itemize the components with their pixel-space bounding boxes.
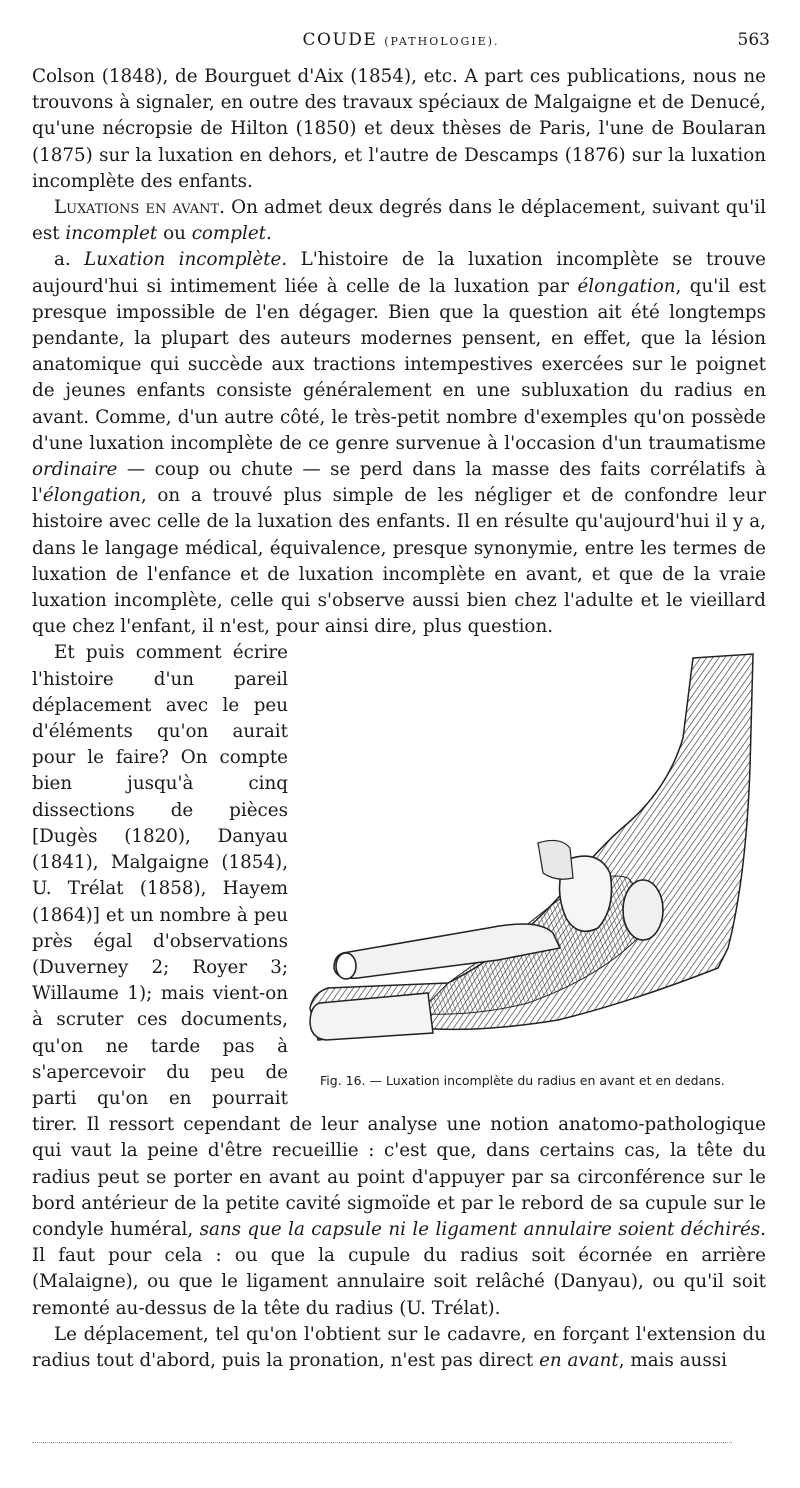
paragraph-4-text-b: Il faut pour cela : ou que la cupule du radius soit écornée en arrière (Malaigne), ou que le ligament annulaire soit relâché (Danyau), ou qu'il soit remonté au-dessus de la tête du radius (U. Trélat).: [32, 1245, 766, 1319]
paragraph-2-text-b: ou: [157, 223, 192, 245]
running-title-main: COUDE: [302, 30, 378, 50]
running-header: [32, 30, 770, 56]
paragraph-3-italic-3: ordinaire: [32, 459, 118, 481]
paragraph-1: Colson (1848), de Bourguet d'Aix (1854), etc. A part ces publications, nous ne trouvons à signaler, en outre des travaux spéciaux de Malgaigne et de Denucé, qu'une nécropsie de Hilton (1850) et deux thèses de Paris, l'une de Boularan (1875) sur la luxation en dehors, et l'autre de Descamps (1876) sur la luxation incomplète des enfants.: [32, 66, 766, 192]
paragraph-3-text-d: — coup ou chute — se perd dans la masse des faits corrélatifs à l': [32, 459, 766, 507]
figure-caption: Fig. 16. — Luxation incomplète du radius en avant et en dedans.: [320, 1073, 725, 1089]
paragraph-2-italic-2: complet.: [191, 223, 272, 245]
running-title: [32, 30, 770, 50]
bottom-rule: [32, 1442, 732, 1443]
paragraph-2: [32, 195, 766, 247]
running-title-subtitle: (PATHOLOGIE).: [384, 35, 500, 48]
page-number: 563: [737, 30, 770, 50]
section-heading-luxations-en-avant: Luxations en avant.: [54, 197, 225, 219]
paragraph-3: [32, 247, 766, 640]
paragraph-4-text-a: Et puis comment écrire l'histoire d'un pareil déplacement avec le peu d'éléments qu'on aurait pour le faire? On compte bien jusqu'à cinq dissections de pièces [Dugès (1820), Danyau (1841), Malgaigne (1854), U. Trélat (1858), Hayem (1864)] et un nombre à peu près égal d'observations (Duverney 2; Royer 3; Willaume 1); mais vient-on à scruter ces documents, qu'on ne tarde pas à s'apercevoir du peu de parti qu'on en pourrait tirer. Il ressort cependant de leur analyse une notion anatomo-pathologique qui vaut la peine d'être recueillie : c'est que, dans certains cas, la tête du radius peut se porter en avant au point d'appuyer par sa circonférence sur le bord antérieur de la petite cavité sigmoïde et par le rebord de sa cupule sur le condyle huméral,: [32, 642, 766, 1240]
paragraph-5-text-b: , mais aussi: [618, 1349, 727, 1371]
paragraph-3-text-b: L'histoire de la luxation incomplète se trouve aujourd'hui si intimement liée à celle de la luxation par: [32, 249, 766, 297]
body-text: [32, 64, 766, 1374]
paragraph-2-text-a: On admet deux degrés dans le déplacement, suivant qu'il est: [32, 197, 766, 245]
paragraph-5: [32, 1322, 766, 1374]
elbow-engraving-icon: [298, 648, 768, 1068]
paragraph-3-italic-2: élongation: [577, 275, 676, 297]
subsection-heading-luxation-incomplete: Luxation incomplète.: [84, 249, 288, 271]
paragraph-5-text-a: Le déplacement, tel qu'on l'obtient sur le cadavre, en forçant l'extension du radius tout d'abord, puis la pronation, n'est pas direct: [32, 1323, 766, 1371]
figure-16: [298, 640, 770, 1090]
paragraph-2-italic-1: incomplet: [65, 223, 158, 245]
paragraph-3-text-c: , qu'il est presque impossible de l'en dégager. Bien que la question ait été longtemps pendante, la plupart des auteurs modernes pensent, en effet, que la lésion anatomique qui succède aux tractions intempestives exercées sur le poignet de jeunes enfants consiste généralement en une subluxation du radius en avant. Comme, d'un autre côté, le très-petit nombre d'exemples qu'on possède d'une luxation incomplète de ce genre survenue à l'occasion d'un traumatisme: [32, 275, 766, 454]
paragraph-4-italic-1: sans que la capsule ni le ligament annulaire soient déchirés.: [199, 1218, 766, 1240]
paragraph-3-text-a: a.: [54, 249, 85, 271]
paragraph-5-italic-1: en avant: [539, 1349, 619, 1371]
paragraph-3-italic-4: élongation: [42, 485, 141, 507]
paragraph-3-text-e: , on a trouvé plus simple de les négliger et de confondre leur histoire avec celle de la luxation des enfants. Il en résulte qu'aujourd'hui il y a, dans le langage médical, équivalence, presque synonymie, entre les termes de luxation de l'enfance et de luxation incomplète en avant, et que de la vraie luxation incomplète, celle qui s'observe aussi bien chez l'adulte et le vieillard que chez l'enfant, il n'est, pour ainsi dire, plus question.: [32, 485, 766, 638]
paragraph-4: [32, 640, 766, 1321]
